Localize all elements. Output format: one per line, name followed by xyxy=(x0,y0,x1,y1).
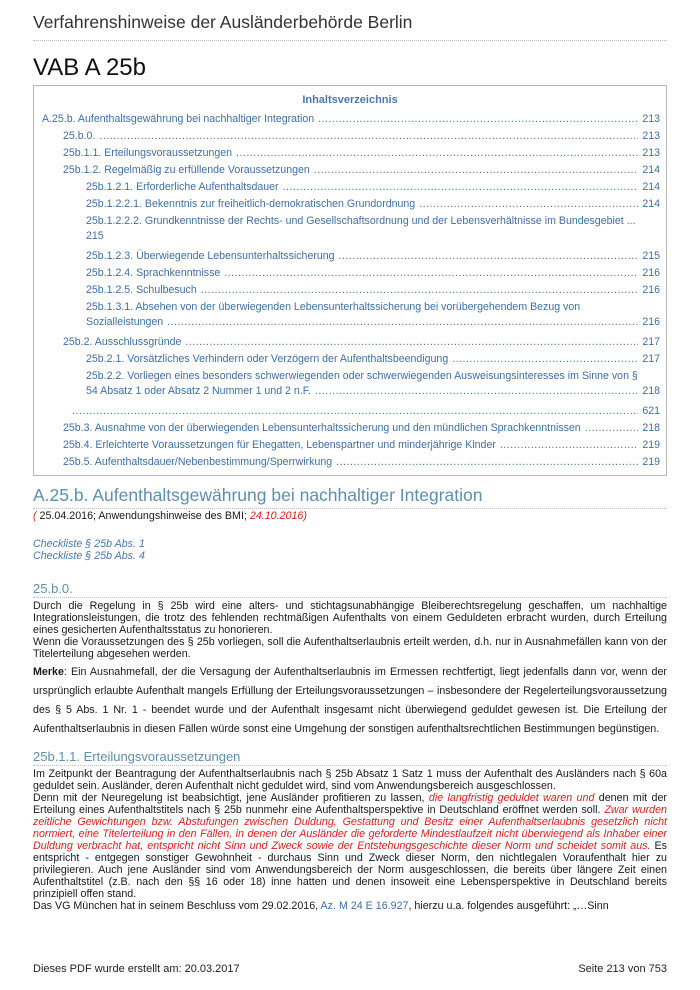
toc-entry-text: 25b.1.2.2.2. Grundkenntnisse der Rechts- und Gesellschaftsordnung und der Lebensverhältnisse im Bundesgebiet ... xyxy=(86,215,636,227)
toc-entry[interactable] xyxy=(86,249,660,264)
toc-entry-page: 217 xyxy=(642,353,660,365)
toc-entry-text: 25b.1.2.2.1. Bekenntnis zur freiheitlich-demokratischen Grundordnung xyxy=(86,198,416,210)
toc-entry[interactable] xyxy=(86,369,660,399)
toc-entry-page: 215 xyxy=(642,250,660,262)
toc-entry[interactable] xyxy=(68,404,660,419)
subsection-title-1: 25b.1.1. Erteilungsvoraussetzungen xyxy=(33,749,667,766)
toc-entry-page: 216 xyxy=(642,267,660,279)
subsection-title-0: 25.b.0. xyxy=(33,581,667,598)
main-content xyxy=(33,485,667,912)
date-close: ) xyxy=(303,510,307,522)
toc-leader-dots xyxy=(167,315,638,330)
toc-entry-text: 25b.4. Erleichterte Voraussetzungen für Ehegatten, Lebenspartner und minderjährige Kinder xyxy=(63,439,496,451)
checklist-link-2[interactable]: Checkliste § 25b Abs. 4 xyxy=(33,550,145,562)
toc-entry-page: 216 xyxy=(642,284,660,296)
toc-entry[interactable] xyxy=(63,163,660,178)
toc-leader-dots xyxy=(236,146,638,161)
toc-entry[interactable] xyxy=(63,421,660,436)
date-red: 24.10.2016 xyxy=(249,510,304,522)
document-title: VAB A 25b xyxy=(33,54,667,89)
paragraph: Im Zeitpunkt der Beantragung der Aufenthaltserlaubnis nach § 25b Absatz 1 Satz 1 muss der Aufenthalt des Ausländers nach § 60a geduldet sein. Ausländer, deren Aufenthalt nicht geduldet wird, sind vom Anwendungsbereich ausgeschlossen. xyxy=(33,768,667,792)
date-line xyxy=(33,510,667,522)
toc-leader-dots xyxy=(585,421,639,436)
toc-entry-page: 218 xyxy=(642,385,660,397)
toc-entry-text: 25b.1.1. Erteilungsvoraussetzungen xyxy=(63,147,233,159)
toc-entry[interactable] xyxy=(63,146,660,161)
toc-entry-text-continued: 54 Absatz 1 oder Absatz 2 Nummer 1 und 2 n.F. xyxy=(86,385,311,397)
toc-entry[interactable] xyxy=(86,197,660,212)
toc-entry-text: 25b.1.2. Regelmäßig zu erfüllende Voraussetzungen xyxy=(63,164,310,176)
toc-entry-page: 214 xyxy=(642,181,660,193)
toc-entry[interactable] xyxy=(63,455,660,470)
footer-page: Seite 213 von 753 xyxy=(578,963,667,975)
toc-leader-dots xyxy=(99,129,638,144)
paragraph: Wenn die Voraussetzungen des § 25b vorliegen, soll die Aufenthaltserlaubnis erteilt werden, d.h. nur in Ausnahmefällen kann von der Titelerteilung abgesehen werden. xyxy=(33,636,667,660)
toc-entry-text: 25b.2. Ausschlussgründe xyxy=(63,336,182,348)
toc-entry-page: 217 xyxy=(642,336,660,348)
toc-leader-dots xyxy=(452,352,638,367)
toc-entry[interactable] xyxy=(86,283,660,298)
toc-leader-dots xyxy=(318,112,638,127)
toc-entry[interactable] xyxy=(86,214,660,244)
toc-leader-dots xyxy=(500,438,638,453)
toc-leader-dots xyxy=(419,197,638,212)
toc-entry[interactable] xyxy=(86,266,660,281)
toc-leader-dots xyxy=(72,404,638,419)
footer-created: Dieses PDF wurde erstellt am: 20.03.2017 xyxy=(33,963,240,975)
paragraph: Durch die Regelung in § 25b wird eine alters- und stichtagsunabhängige Bleiberechtsregelung geschaffen, um nachhaltige Integrationsleistungen, die trotz des fehlenden rechtmäßigen Aufenthalts von einem Geduldeten erbracht wurden, durch Erteilung eines gesicherten Aufenthaltsstatus zu honorieren. xyxy=(33,600,667,636)
paragraph xyxy=(33,900,667,912)
court-link[interactable]: Az. M 24 E 16.927 xyxy=(320,900,409,912)
text: Es entspricht - entgegen sonstiger Gewohnheit - durchaus Sinn und Zweck dieser Norm, den nichtlegalen Voraufenthalt hier zu privilegieren. Auch jene Ausländer sind vom Anwendungsbereich der Norm ausgeschlossen, die bereits über längere Zeit einen Aufenthaltstitel (z.B. nach den §§ 16 oder 18) inne hatten und denen insoweit eine Lebensperspektive in Deutschland bereits prinzipiell offen stand. xyxy=(33,840,667,900)
toc-entry-page: 218 xyxy=(642,422,660,434)
toc-entry-page: 216 xyxy=(642,316,660,328)
paragraph xyxy=(33,792,667,900)
toc-leader-dots xyxy=(314,163,639,178)
merke-text: : Ein Ausnahmefall, der die Versagung der Aufenthaltserlaubnis im Ermessen rechtfertigt, liegt jedenfalls dann vor, wenn der ursprünglich erlaubte Aufenthalt mangels Erfüllung der Erteilungsvoraussetzungen – insbesondere der Regelerteilungsvoraussetzung des § 5 Abs. 1 Nr. 1 - beendet wurde und der Aufenthalt insgesamt nicht überwiegend geduldet gewesen ist. Die Erteilung der Aufenthaltserlaubnis in diesen Fällen würde sonst eine Umgehung der sonstigen aufenthaltsrechtlichen Bestimmungen begünstigen. xyxy=(33,666,667,735)
toc-entry[interactable] xyxy=(63,129,660,144)
merke-label: Merke xyxy=(33,666,64,678)
toc-entry-text: 25b.2.1. Vorsätzliches Verhindern oder Verzögern der Aufenthaltsbeendigung xyxy=(86,353,449,365)
toc-entry[interactable] xyxy=(63,335,660,350)
toc-entry-text: 25b.1.2.4. Sprachkenntnisse xyxy=(86,267,221,279)
toc-entry[interactable] xyxy=(42,112,660,127)
date-open: ( xyxy=(33,510,37,522)
checklists xyxy=(33,538,667,562)
checklist-link-1[interactable]: Checkliste § 25b Abs. 1 xyxy=(33,538,145,550)
toc-entry-page: 219 xyxy=(642,456,660,468)
toc-entry-text: 25b.5. Aufenthaltsdauer/Nebenbestimmung/Sperrwirkung xyxy=(63,456,333,468)
toc-entry-text: 25.b.0. xyxy=(63,130,96,142)
toc-entry-text-continued: Sozialleistungen xyxy=(86,316,164,328)
date-text: 25.04.2016; Anwendungshinweise des BMI; xyxy=(36,510,250,522)
toc-leader-dots xyxy=(201,283,639,298)
toc-entry-text: 25b.1.3.1. Absehen von der überwiegenden Lebensunterhaltssicherung bei vorübergehendem Bezug von xyxy=(86,301,581,313)
toc-entry[interactable] xyxy=(86,180,660,195)
text-red: Zwar wurden zeitliche Gewichtungen bzw. Abstufungen zwischen Duldung, Gestattung und Besitz einer Aufenthaltserlaubnis gesetzlich nicht normiert, eine Titelerteilung in den Fällen, in denen der Ausländer die geforderte Mindestlaufzeit nicht überwiegend als Inhaber einer Duldung verbracht hat, entspricht nicht Sinn und Zweck sowie der Entstehungsgeschichte dieser Norm und scheidet somit aus. xyxy=(33,804,668,852)
section-title: A.25.b. Aufenthaltsgewährung bei nachhaltiger Integration xyxy=(33,485,667,509)
toc-leader-dots xyxy=(185,335,638,350)
toc-entry-page: 213 xyxy=(642,147,660,159)
toc-leader-dots xyxy=(315,384,638,399)
toc-entry-text: A.25.b. Aufenthaltsgewährung bei nachhaltiger Integration xyxy=(42,113,315,125)
text: , hierzu u.a. folgendes ausgeführt: „…Sinn xyxy=(408,900,609,912)
page-header: Verfahrenshinweise der Ausländerbehörde Berlin xyxy=(33,12,667,41)
text-red: die langfristig geduldet waren und xyxy=(428,792,595,804)
toc-entry-text: 25b.1.2.3. Überwiegende Lebensunterhaltssicherung xyxy=(86,250,335,262)
toc-entry-text: 25b.1.2.5. Schulbesuch xyxy=(86,284,197,296)
toc-entry[interactable] xyxy=(86,300,660,330)
text: Das VG München hat in seinem Beschluss vom 29.02.2016, xyxy=(33,900,321,912)
text: denen mit der Erteilung eines Aufenthaltstitels nach § 25b nunmehr eine Aufenthaltsperspektive in Deutschland eröffnet werden soll. xyxy=(33,792,667,816)
table-of-contents xyxy=(33,85,667,476)
toc-leader-dots xyxy=(283,180,639,195)
toc-entry-page: 214 xyxy=(642,198,660,210)
toc-entry-page: 214 xyxy=(642,164,660,176)
toc-title: Inhaltsverzeichnis xyxy=(302,94,398,106)
toc-entry-text: 25b.2.2. Vorliegen eines besonders schwerwiegenden oder schwerwiegenden Ausweisungsinteresses im Sinne von § xyxy=(86,370,638,382)
toc-entry[interactable] xyxy=(63,438,660,453)
toc-entry-page: 213 xyxy=(642,113,660,125)
toc-entry-page: 213 xyxy=(642,130,660,142)
toc-leader-dots xyxy=(336,455,638,470)
toc-entry-page: 621 xyxy=(642,405,660,417)
toc-leader-dots xyxy=(339,249,639,264)
text: Denn mit der Neuregelung ist beabsichtigt, jene Ausländer profitieren zu lassen, xyxy=(33,792,429,804)
merke-paragraph xyxy=(33,663,667,739)
toc-entry[interactable] xyxy=(86,352,660,367)
toc-entry-page: 219 xyxy=(642,439,660,451)
toc-entry-text: 25b.3. Ausnahme von der überwiegenden Lebensunterhaltssicherung und den mündlichen Sprachkenntnissen xyxy=(63,422,581,434)
toc-entry-text: 25b.1.2.1. Erforderliche Aufenthaltsdauer xyxy=(86,181,279,193)
toc-leader-dots xyxy=(224,266,638,281)
toc-entry-page: 215 xyxy=(86,230,104,242)
